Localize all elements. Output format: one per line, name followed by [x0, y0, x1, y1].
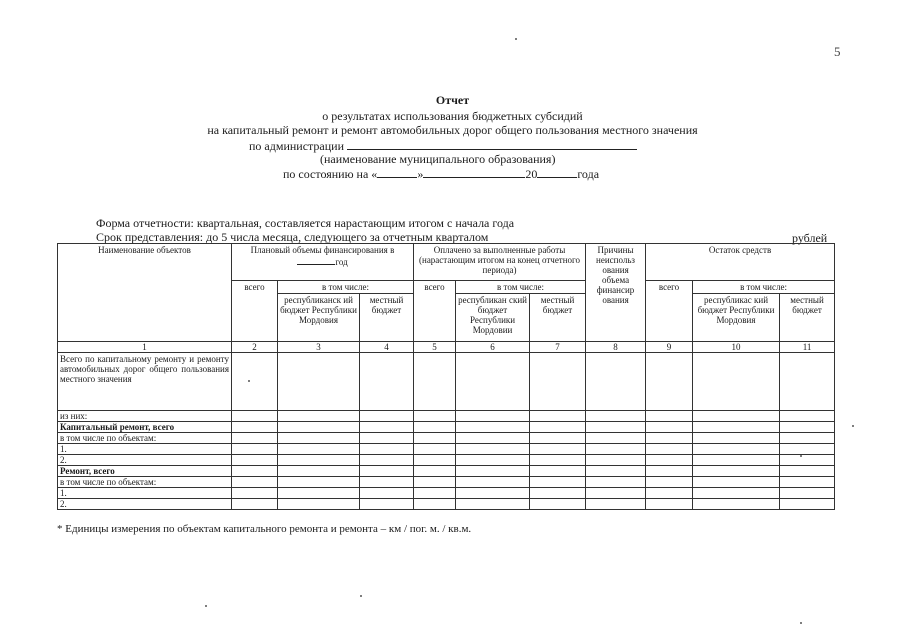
col-number: 9: [646, 342, 693, 353]
col-number: 6: [456, 342, 530, 353]
row-label-total: Всего по капитальному ремонту и ремонту автомобильных дорог общего пользования местного значения: [58, 353, 232, 411]
scan-speck: [800, 455, 802, 457]
col-number: 8: [586, 342, 646, 353]
admin-caption: (наименование муниципального образования): [320, 152, 556, 166]
day-blank: [377, 165, 417, 178]
row-label-rep-1: 1.: [58, 488, 232, 499]
table-row: [58, 353, 835, 411]
header-name: Наименование объектов: [58, 244, 232, 342]
col-number: 4: [360, 342, 414, 353]
header-balance: Остаток средств: [646, 244, 835, 281]
units-label: рублей: [792, 231, 828, 245]
header-plan-republic: республиканск ий бюджет Республики Мордовия: [278, 294, 360, 342]
column-numbers-row: [58, 342, 835, 353]
report-subtitle-1: о результатах использования бюджетных субсидий: [322, 109, 583, 123]
row-label-cap-total: Капитальный ремонт, всего: [58, 422, 232, 433]
scan-speck: [248, 380, 250, 382]
plan-year-blank: [297, 255, 335, 265]
col-number: 2: [232, 342, 278, 353]
table-row: [58, 433, 835, 444]
report-table: [57, 243, 835, 510]
header-balance-republic: республикас кий бюджет Республики Мордовия: [693, 294, 780, 342]
header-plan-incl: в том числе:: [278, 281, 414, 294]
header-paid: Оплачено за выполненные работы (нарастающим итогом на конец отчетного периода): [414, 244, 586, 281]
table-row: [58, 455, 835, 466]
scan-speck: [515, 38, 517, 40]
header-plan-local: местный бюджет: [360, 294, 414, 342]
table-row: [58, 411, 835, 422]
col-number: 3: [278, 342, 360, 353]
report-title: Отчет: [435, 93, 470, 107]
footnote: * Единицы измерения по объектам капитального ремонта и ремонта – км / пог. м. / кв.м.: [57, 523, 472, 535]
admin-prefix: по администрации: [249, 139, 345, 153]
col-number: 1: [58, 342, 232, 353]
scan-speck: [852, 425, 854, 427]
header-reason: Причины неиспольз ования объема финансир ования: [586, 244, 646, 342]
month-blank: [423, 165, 525, 178]
row-label-cap-objects: в том числе по объектам:: [58, 433, 232, 444]
col-number: 10: [693, 342, 780, 353]
header-balance-incl: в том числе:: [693, 281, 835, 294]
row-label-of-them: из них:: [58, 411, 232, 422]
date-line: [283, 165, 599, 182]
year-blank: [537, 165, 577, 178]
col-number: 11: [780, 342, 835, 353]
row-label-rep-2: 2.: [58, 499, 232, 510]
table-row: [58, 422, 835, 433]
scan-speck: [800, 622, 802, 624]
report-subtitle-2: на капитальный ремонт и ремонт автомобильных дорог общего пользования местного значения: [207, 123, 698, 137]
row-label-cap-2: 2.: [58, 455, 232, 466]
date-prefix: по состоянию на «: [283, 167, 378, 181]
col-number: 7: [530, 342, 586, 353]
header-paid-republic: республикан ский бюджет Республики Мордовии: [456, 294, 530, 342]
deadline-line: Срок представления: до 5 числа месяца, следующего за отчетным кварталом: [96, 230, 489, 244]
header-balance-total: всего: [646, 281, 693, 342]
header-plan: Плановый объемы финансирования в год: [232, 244, 414, 281]
table-row: [58, 499, 835, 510]
row-label-rep-total: Ремонт, всего: [58, 466, 232, 477]
table-row: [58, 488, 835, 499]
header-plan-total: всего: [232, 281, 278, 342]
header-paid-total: всего: [414, 281, 456, 342]
table-row: [58, 444, 835, 455]
header-balance-local: местный бюджет: [780, 294, 835, 342]
col-number: 5: [414, 342, 456, 353]
scan-speck: [205, 605, 207, 607]
header-paid-incl: в том числе:: [456, 281, 586, 294]
table-row: [58, 466, 835, 477]
date-quote: »: [417, 167, 424, 181]
table-row: [58, 477, 835, 488]
page-number: 5: [834, 44, 841, 59]
year-word: года: [577, 167, 600, 181]
admin-name-blank: [347, 137, 637, 150]
row-label-rep-objects: в том числе по объектам:: [58, 477, 232, 488]
scan-speck: [360, 595, 362, 597]
header-paid-local: местный бюджет: [530, 294, 586, 342]
form-line: Форма отчетности: квартальная, составляется нарастающим итогом с начала года: [96, 216, 515, 230]
year-prefix: 20: [525, 167, 538, 181]
row-label-cap-1: 1.: [58, 444, 232, 455]
